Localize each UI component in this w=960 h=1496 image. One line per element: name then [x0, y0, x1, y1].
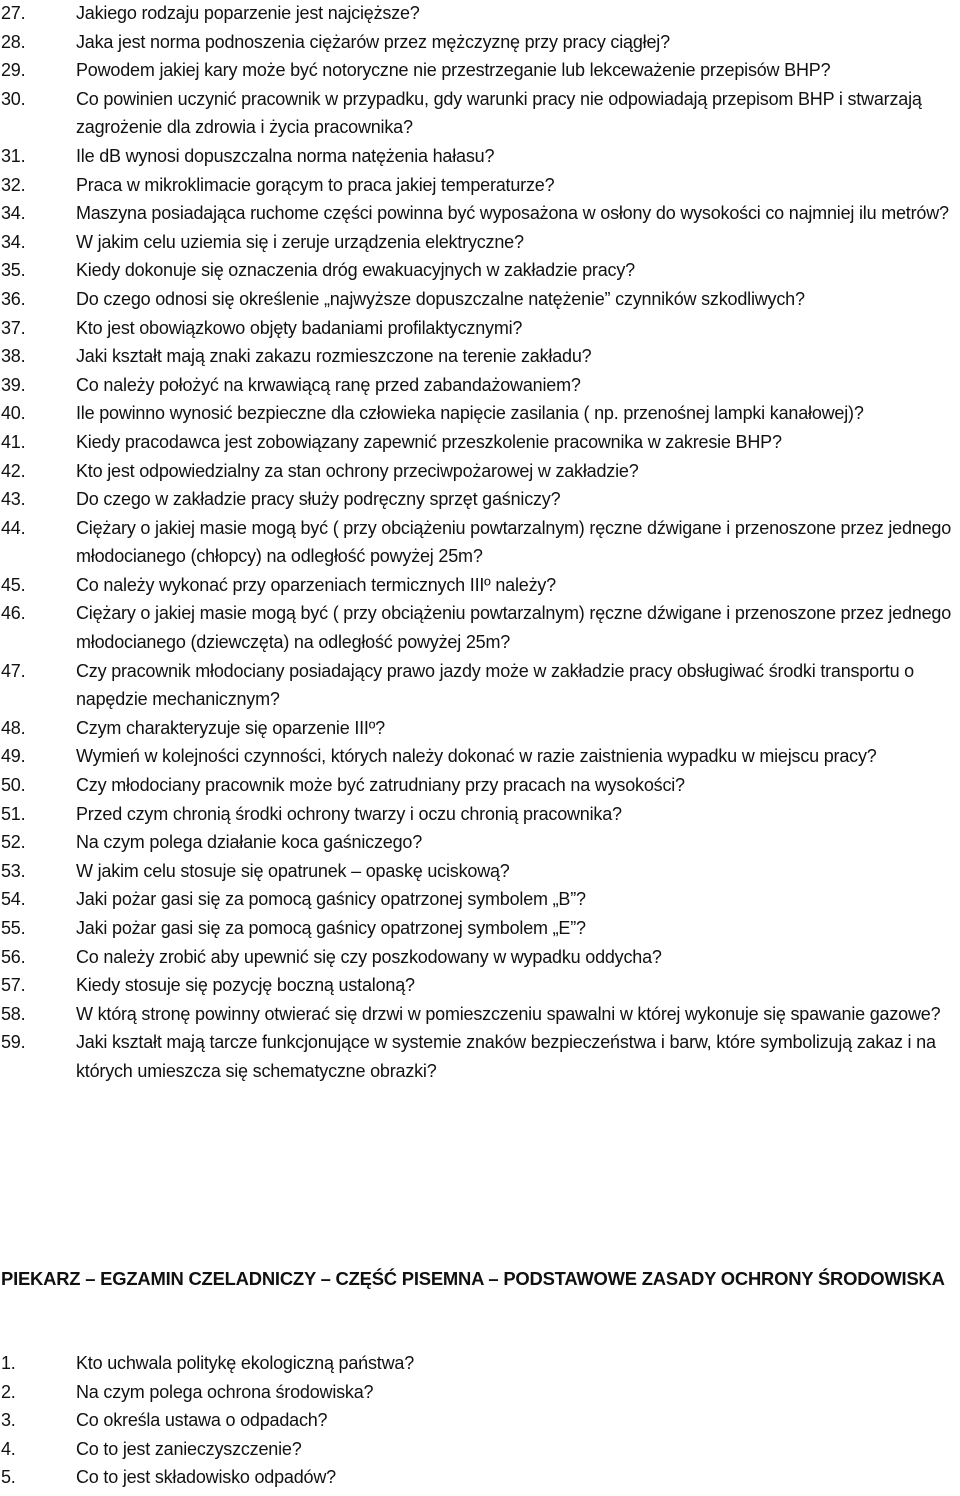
question-item — [0, 256, 960, 285]
question-number: 43. — [1, 489, 26, 510]
question-text: Co to jest składowisko odpadów? — [76, 1467, 336, 1488]
question-number: 2. — [1, 1381, 16, 1402]
question-number: 42. — [1, 460, 26, 481]
question-item — [0, 971, 960, 1000]
question-number: 54. — [1, 889, 26, 910]
question-item — [0, 199, 960, 228]
question-text: Kiedy stosuje się pozycję boczną ustaloną? — [76, 975, 415, 996]
question-text: Kto jest odpowiedzialny za stan ochrony przeciwpożarowej w zakładzie? — [76, 460, 639, 481]
question-number: 36. — [1, 288, 26, 309]
numbered-list — [0, 1349, 960, 1492]
question-text: Jaka jest norma podnoszenia ciężarów przez mężczyznę przy pracy ciągłej? — [76, 31, 670, 52]
question-number: 28. — [1, 31, 26, 52]
question-text: W jakim celu stosuje się opatrunek – opaskę uciskową? — [76, 860, 510, 881]
question-number: 30. — [1, 88, 26, 109]
question-text: Czym charakteryzuje się oparzenie IIIº? — [76, 717, 385, 738]
question-item — [0, 85, 960, 142]
question-number: 57. — [1, 975, 26, 996]
question-text: Co określa ustawa o odpadach? — [76, 1410, 328, 1431]
question-item — [0, 342, 960, 371]
question-number: 45. — [1, 574, 26, 595]
question-text: Co należy zrobić aby upewnić się czy poszkodowany w wypadku oddycha? — [76, 946, 662, 967]
question-item — [0, 800, 960, 829]
question-item — [0, 857, 960, 886]
question-item — [0, 285, 960, 314]
question-item — [0, 457, 960, 486]
question-text: Ile dB wynosi dopuszczalna norma natężenia hałasu? — [76, 145, 495, 166]
section-heading: PIEKARZ – EGZAMIN CZELADNICZY – CZĘŚĆ PISEMNA – PODSTAWOWE ZASADY OCHRONY ŚRODOWISKA — [1, 1268, 945, 1289]
question-item — [0, 1378, 960, 1407]
question-item — [0, 599, 960, 656]
question-text: Ciężary o jakiej masie mogą być ( przy obciążeniu powtarzalnym) ręczne dźwigane i przenoszone przez jednego młodocianego (chłopcy) na odległość powyżej 25m? — [76, 517, 952, 567]
question-number: 46. — [1, 603, 26, 624]
question-item — [0, 428, 960, 457]
question-number: 37. — [1, 317, 26, 338]
question-number: 47. — [1, 660, 26, 681]
question-item — [0, 142, 960, 171]
question-item — [0, 171, 960, 200]
question-item — [0, 1000, 960, 1029]
question-text: Jakiego rodzaju poparzenie jest najcięższe? — [76, 3, 420, 23]
question-item — [0, 714, 960, 743]
question-item — [0, 828, 960, 857]
question-item — [0, 1028, 960, 1085]
question-text: Jaki pożar gasi się za pomocą gaśnicy opatrzonej symbolem „E”? — [76, 918, 586, 938]
question-text: Powodem jakiej kary może być notoryczne nie przestrzeganie lub lekceważenie przepisów BHP? — [76, 60, 831, 81]
question-item — [0, 885, 960, 914]
question-number: 48. — [1, 717, 26, 738]
question-text: Kto uchwala politykę ekologiczną państwa? — [76, 1353, 415, 1373]
question-item — [0, 1435, 960, 1464]
question-text: Do czego w zakładzie pracy służy podręczny sprzęt gaśniczy? — [76, 489, 561, 510]
question-item — [0, 371, 960, 400]
question-text: Ile powinno wynosić bezpieczne dla człowieka napięcie zasilania ( np. przenośnej lampki kanałowej)? — [76, 403, 864, 424]
question-text: Co należy wykonać przy oparzeniach termicznych IIIº należy? — [76, 574, 556, 595]
question-text: Jaki pożar gasi się za pomocą gaśnicy opatrzonej symbolem „B”? — [76, 889, 586, 910]
question-item — [0, 1406, 960, 1435]
question-text: Kiedy dokonuje się oznaczenia dróg ewakuacyjnych w zakładzie pracy? — [76, 260, 635, 281]
question-text: Przed czym chronią środki ochrony twarzy i oczu chronią pracownika? — [76, 803, 622, 824]
question-text: Praca w mikroklimacie gorącym to praca jakiej temperaturze? — [76, 174, 555, 195]
question-item — [0, 28, 960, 57]
question-number: 50. — [1, 775, 26, 796]
question-text: Co powinien uczynić pracownik w przypadku, gdy warunki pracy nie odpowiadają przepisom BHP i stwarzają zagrożenie dla zdrowia i życia pracownika? — [76, 88, 922, 138]
question-item — [0, 399, 960, 428]
question-number: 51. — [1, 803, 26, 824]
question-number: 34. — [1, 203, 26, 224]
question-item — [0, 571, 960, 600]
question-item — [0, 1463, 960, 1492]
question-text: Maszyna posiadająca ruchome części powinna być wyposażona w osłony do wysokości co najmniej ilu metrów? — [76, 203, 949, 224]
question-text: Co to jest zanieczyszczenie? — [76, 1438, 302, 1459]
question-text: Jaki kształt mają tarcze funkcjonujące w systemie znaków bezpieczeństwa i barw, które symbolizują zakaz i na których umieszcza się schematyczne obrazki? — [76, 1032, 936, 1081]
question-text: Jaki kształt mają znaki zakazu rozmieszczone na terenie zakładu? — [76, 346, 592, 367]
question-number: 49. — [1, 746, 26, 767]
question-item — [0, 314, 960, 343]
question-number: 27. — [1, 3, 26, 23]
question-item — [0, 56, 960, 85]
question-item — [0, 228, 960, 257]
question-number: 38. — [1, 346, 26, 367]
question-item — [0, 0, 960, 28]
environment-questions-list — [0, 1349, 960, 1492]
question-text: Czy młodociany pracownik może być zatrudniany przy pracach na wysokości? — [76, 775, 685, 796]
question-number: 56. — [1, 946, 26, 967]
question-number: 29. — [1, 60, 26, 81]
question-item — [0, 943, 960, 972]
question-number: 53. — [1, 860, 26, 881]
question-text: Do czego odnosi się określenie „najwyższe dopuszczalne natężenie” czynników szkodliwych? — [76, 288, 805, 309]
question-number: 32. — [1, 174, 26, 195]
question-number: 34. — [1, 231, 26, 252]
question-text: Czy pracownik młodociany posiadający prawo jazdy może w zakładzie pracy obsługiwać środki transportu o napędzie mechanicznym? — [76, 660, 914, 710]
question-text: W którą stronę powinny otwierać się drzwi w pomieszczeniu spawalni w której wykonuje się spawanie gazowe? — [76, 1003, 941, 1024]
question-item — [0, 485, 960, 514]
question-number: 55. — [1, 918, 26, 938]
question-text: Wymień w kolejności czynności, których należy dokonać w razie zaistnienia wypadku w miejscu pracy? — [76, 746, 877, 767]
question-number: 31. — [1, 145, 26, 166]
question-item — [0, 1349, 960, 1378]
question-item — [0, 914, 960, 943]
question-number: 41. — [1, 431, 26, 452]
question-number: 35. — [1, 260, 26, 281]
question-number: 5. — [1, 1467, 16, 1488]
question-number: 58. — [1, 1003, 26, 1024]
question-item — [0, 514, 960, 571]
question-text: Co należy położyć na krwawiącą ranę przed zabandażowaniem? — [76, 374, 581, 395]
question-number: 3. — [1, 1410, 16, 1431]
question-text: Ciężary o jakiej masie mogą być ( przy obciążeniu powtarzalnym) ręczne dźwigane i przenoszone przez jednego młodocianego (dziewczęta) na odległość powyżej 25m? — [76, 603, 952, 653]
question-number: 4. — [1, 1438, 16, 1459]
question-text: Kiedy pracodawca jest zobowiązany zapewnić przeszkolenie pracownika w zakresie BHP? — [76, 431, 782, 452]
question-number: 52. — [1, 832, 26, 853]
question-item — [0, 657, 960, 714]
question-number: 44. — [1, 517, 26, 538]
question-text: Kto jest obowiązkowo objęty badaniami profilaktycznymi? — [76, 317, 523, 338]
question-item — [0, 771, 960, 800]
question-item — [0, 742, 960, 771]
question-text: Na czym polega ochrona środowiska? — [76, 1381, 374, 1402]
question-number: 59. — [1, 1032, 26, 1053]
question-number: 40. — [1, 403, 26, 424]
question-text: W jakim celu uziemia się i zeruje urządzenia elektryczne? — [76, 231, 524, 252]
question-number: 39. — [1, 374, 26, 395]
question-number: 1. — [1, 1353, 16, 1373]
question-text: Na czym polega działanie koca gaśniczego? — [76, 832, 423, 853]
